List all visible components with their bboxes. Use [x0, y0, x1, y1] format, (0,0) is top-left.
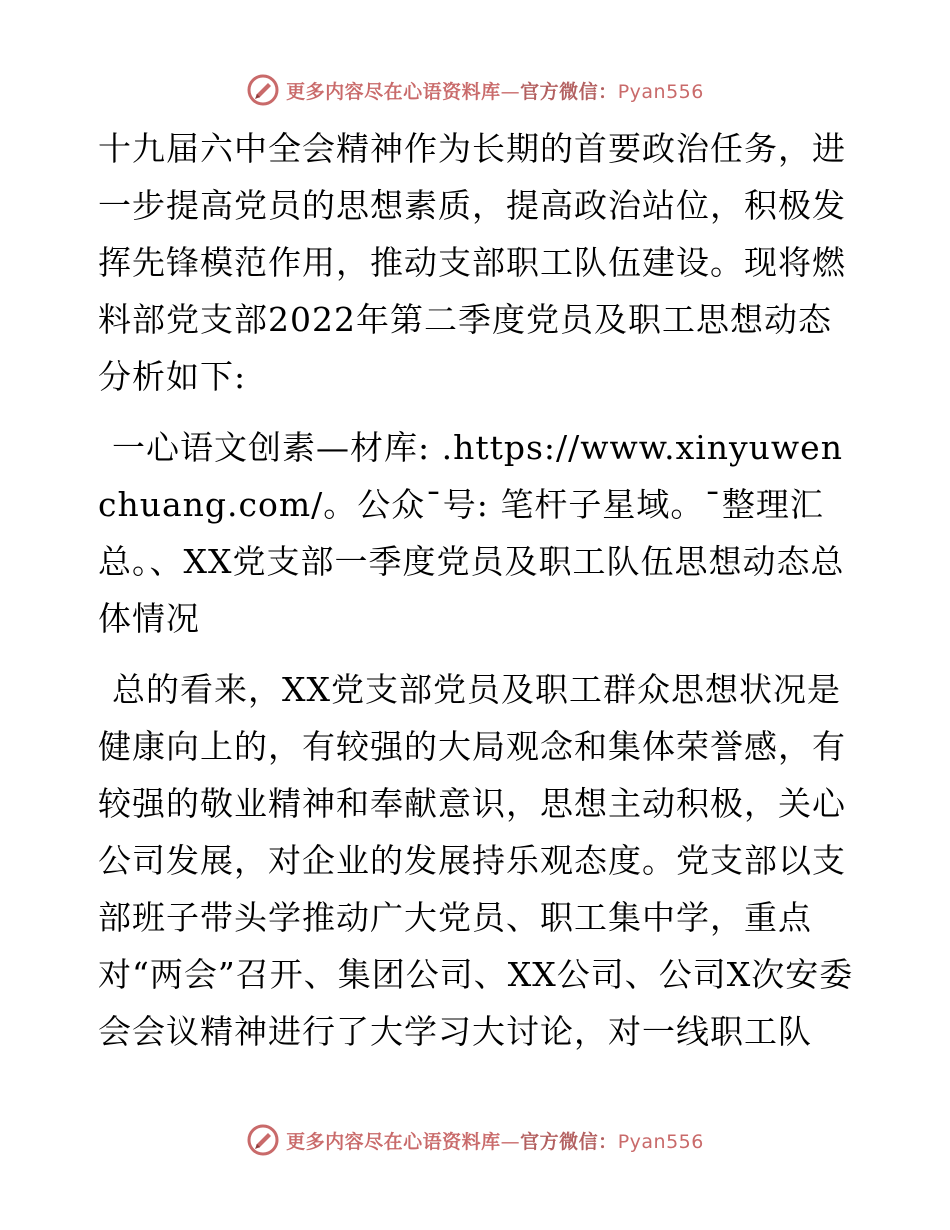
document-body [98, 120, 858, 1060]
watermark-brand: 更多内容尽在心语资料库 [286, 80, 501, 103]
brand-logo-icon [246, 73, 280, 107]
paragraph-section-heading: 一心语文创素—材库: .https://www.xinyuwenchuang.com/。公众¯号: 笔杆子星域。¯整理汇总。、XX党支部一季度党员及职工队伍思想动态总体情况 [98, 428, 845, 638]
watermark-wechat-id: Pyan556 [617, 80, 704, 103]
footer-watermark [0, 1120, 950, 1160]
watermark-text [286, 77, 704, 104]
watermark-text [286, 1127, 704, 1154]
watermark-wechat-id: Pyan556 [617, 1130, 704, 1153]
watermark-separator: — [500, 1130, 521, 1153]
paragraph-intro: 十九届六中全会精神作为长期的首要政治任务，进一步提高党员的思想素质，提高政治站位，积极发挥先锋模范作用，推动支部职工队伍建设。现将燃料部党支部2022年第二季度党员及职工思想动态分析如下: [98, 129, 846, 396]
watermark-label: 官方微信： [520, 80, 618, 103]
watermark-separator: — [500, 80, 521, 103]
paragraph-overview: 总的看来，XX党支部党员及职工群众思想状况是健康向上的，有较强的大局观念和集体荣誉感，有较强的敬业精神和奉献意识，思想主动积极，关心公司发展，对企业的发展持乐观态度。党支部以支部班子带头学推动广大党员、职工集中学，重点对“两会”召开、集团公司、XX公司、公司X次安委会会议精神进行了大学习大讨论，对一线职工队 [98, 670, 854, 1051]
brand-logo-icon [246, 1123, 280, 1157]
watermark-brand: 更多内容尽在心语资料库 [286, 1130, 501, 1153]
header-watermark [0, 70, 950, 110]
watermark-label: 官方微信： [520, 1130, 618, 1153]
